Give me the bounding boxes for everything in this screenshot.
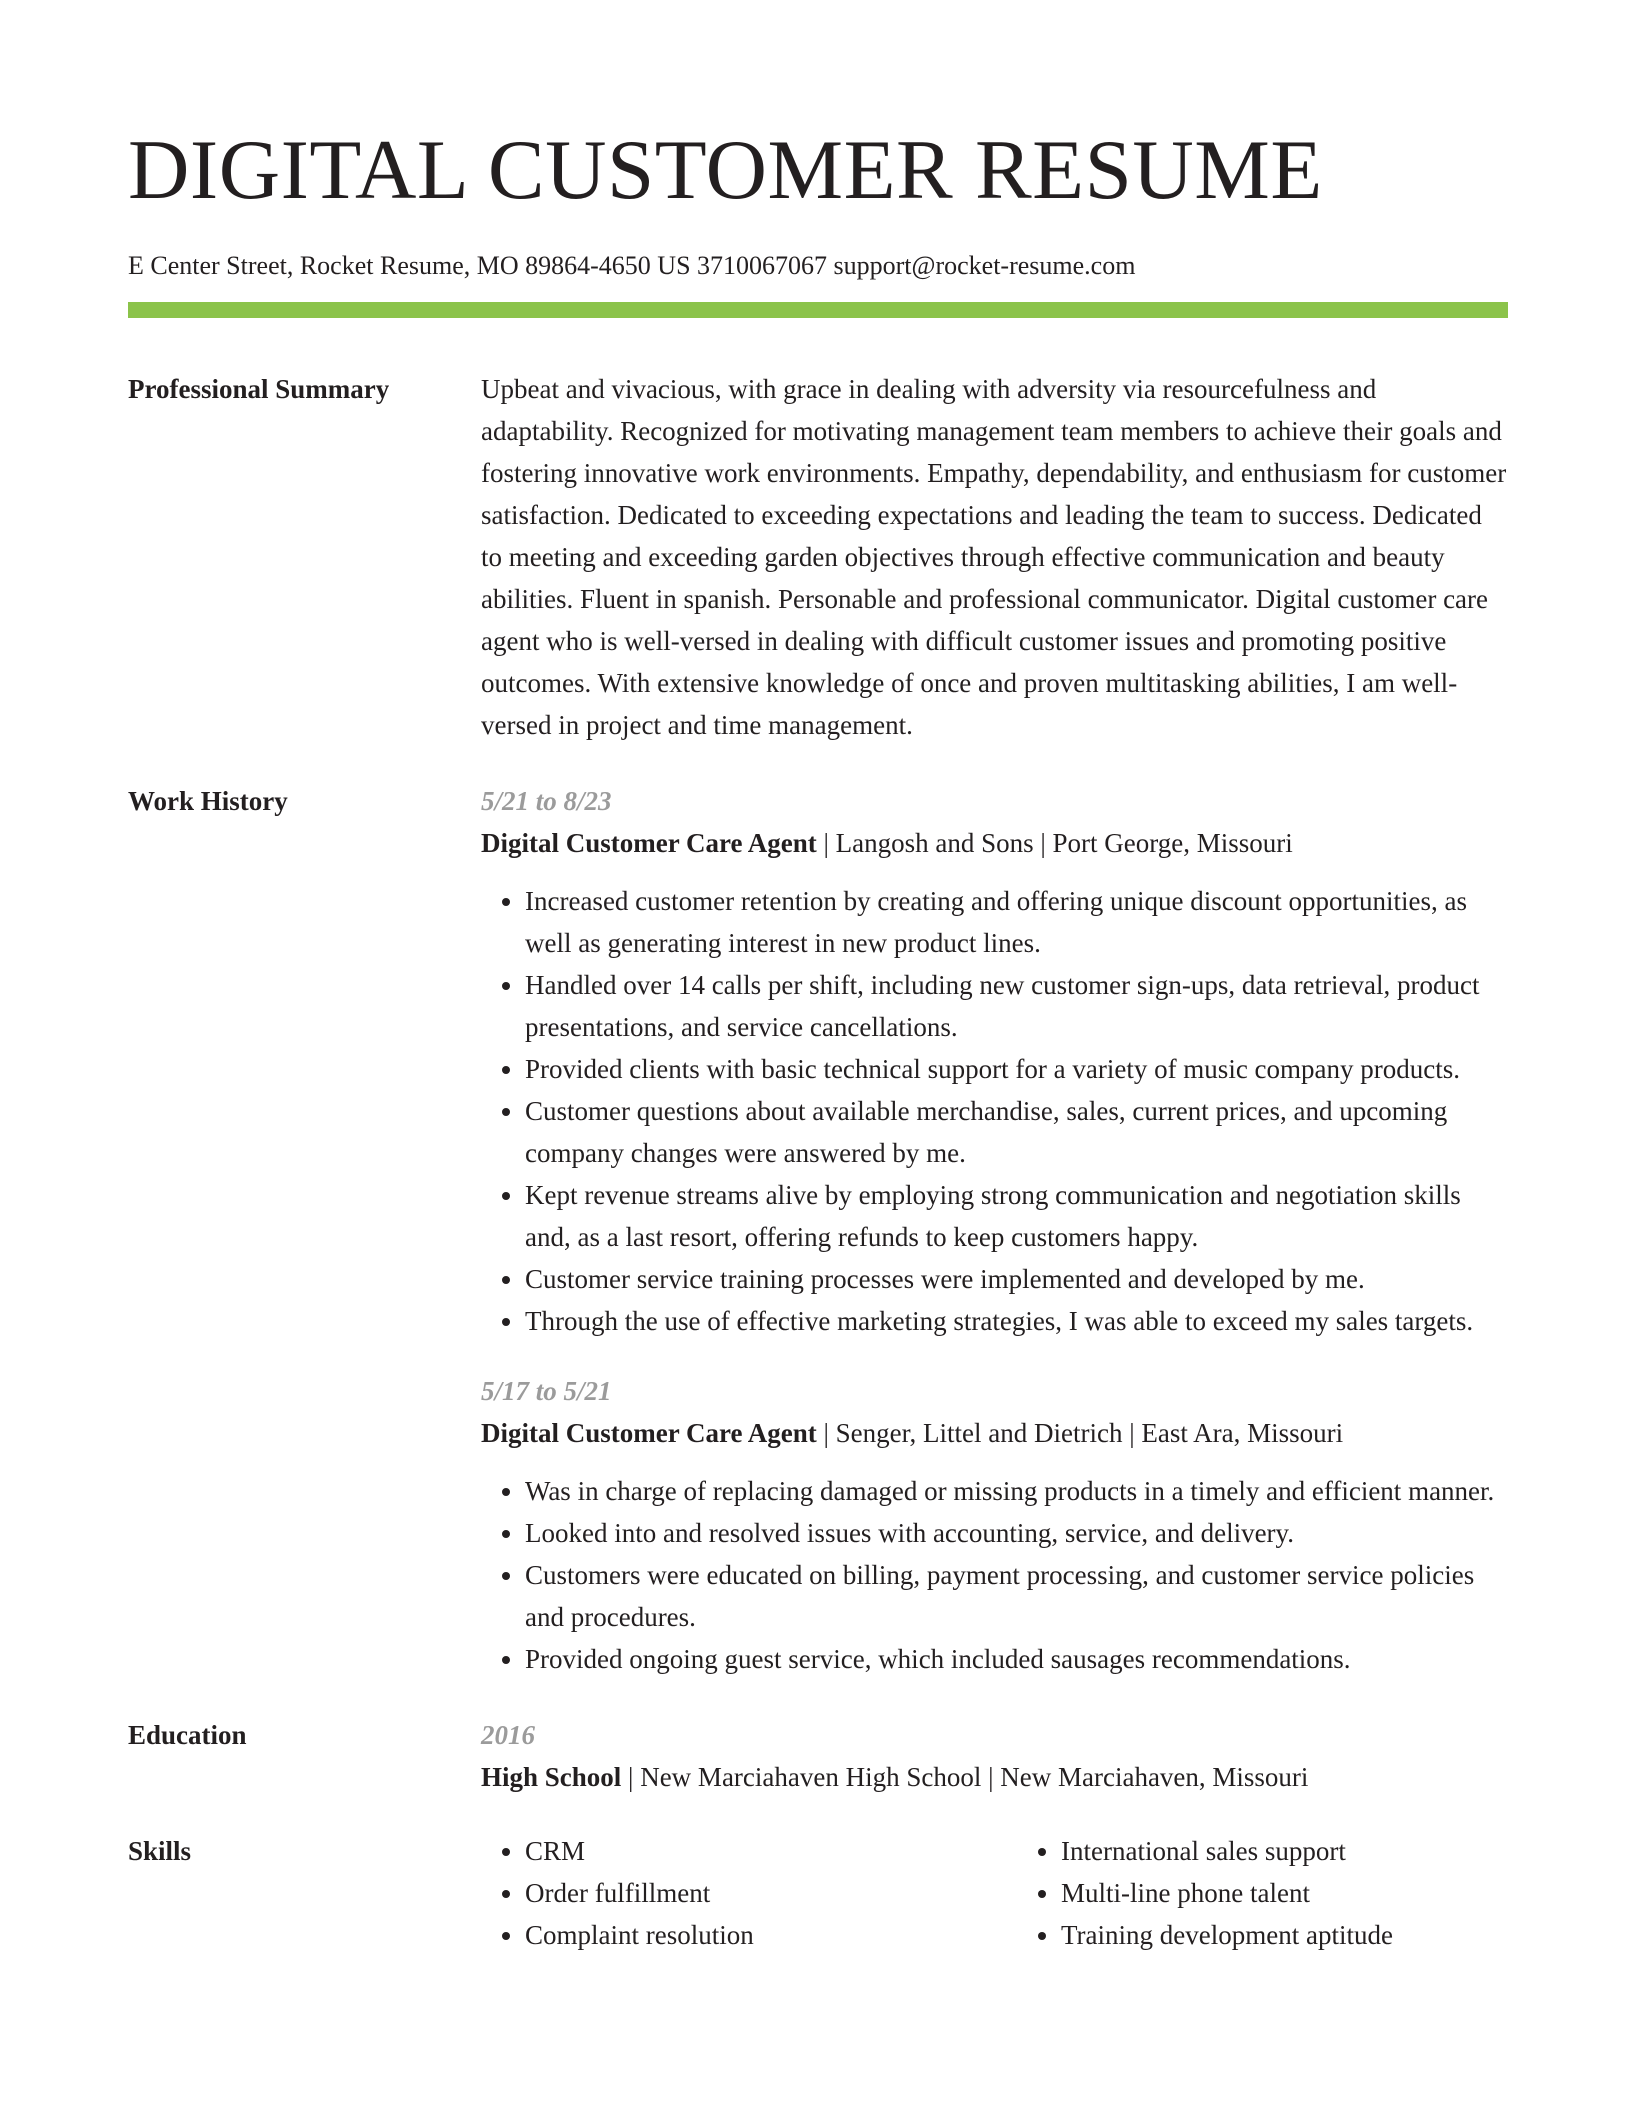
job-title: Digital Customer Care Agent (481, 828, 817, 858)
job-dates: 5/21 to 8/23 (481, 786, 612, 816)
contact-line: E Center Street, Rocket Resume, MO 89864-4650 US 3710067067 support@rocket-resume.com (128, 251, 1136, 280)
list-item: • Training development aptitude (1061, 1914, 1508, 1956)
education-body (481, 1714, 1508, 1798)
list-item: • Handled over 14 calls per shift, including new customer sign-ups, data retrieval, product presentations, and service cancellations. (525, 964, 1508, 1048)
list-item: • Was in charge of replacing damaged or missing products in a timely and efficient manner. (525, 1470, 1508, 1512)
list-item: • Kept revenue streams alive by employing strong communication and negotiation skills and, as a last resort, offering refunds to keep customers happy. (525, 1174, 1508, 1258)
summary-text: Upbeat and vivacious, with grace in dealing with adversity via resourcefulness and adaptability. Recognized for motivating management team members to achieve their goals and fostering innovative work environments. Empathy, dependability, and enthusiasm for customer satisfaction. Dedicated to exceeding expectations and leading the team to success. Dedicated to meeting and exceeding garden objectives through effective communication and beauty abilities. Fluent in spanish. Personable and professional communicator. Digital customer care agent who is well-versed in dealing with difficult customer issues and promoting positive outcomes. With extensive knowledge of once and proven multitasking abilities, I am well-versed in project and time management. (481, 374, 1507, 740)
job-bullets (481, 880, 1508, 1342)
list-item: • Provided clients with basic technical support for a variety of music company products. (525, 1048, 1508, 1090)
list-item: • Looked into and resolved issues with accounting, service, and delivery. (525, 1512, 1508, 1554)
work-history-body (481, 780, 1508, 1680)
list-item: • Through the use of effective marketing strategies, I was able to exceed my sales targets. (525, 1300, 1508, 1342)
list-item: • Increased customer retention by creating and offering unique discount opportunities, as well as generating interest in new product lines. (525, 880, 1508, 964)
list-item: • Order fulfillment (525, 1872, 972, 1914)
job-details: | Langosh and Sons | Port George, Missouri (816, 828, 1293, 858)
skills-list-left (481, 1830, 972, 1956)
resume-page (128, 0, 1508, 1956)
skills-grid (481, 1830, 1508, 1956)
skills-section (128, 1830, 1508, 1956)
education-line (481, 1756, 1508, 1798)
summary-section (128, 368, 1508, 746)
job-title-line (481, 822, 1508, 864)
job-title: Digital Customer Care Agent (481, 1418, 817, 1448)
work-history-section (128, 780, 1508, 1680)
job-title-line (481, 1412, 1508, 1454)
education-degree: High School (481, 1762, 622, 1792)
skills-list-right (1017, 1830, 1508, 1956)
section-heading: Education (128, 1720, 247, 1750)
resume-title: DIGITAL CUSTOMER RESUME (128, 123, 1323, 217)
list-item: • International sales support (1061, 1830, 1508, 1872)
list-item: • Customers were educated on billing, payment processing, and customer service policies and procedures. (525, 1554, 1508, 1638)
job-bullets (481, 1470, 1508, 1680)
section-heading: Work History (128, 786, 288, 816)
job-dates: 5/17 to 5/21 (481, 1376, 612, 1406)
job-details: | Senger, Littel and Dietrich | East Ara, Missouri (816, 1418, 1344, 1448)
job-entry (481, 1370, 1508, 1680)
list-item: • Provided ongoing guest service, which included sausages recommendations. (525, 1638, 1508, 1680)
list-item: • Complaint resolution (525, 1914, 972, 1956)
list-item: • Multi-line phone talent (1061, 1872, 1508, 1914)
accent-divider (128, 302, 1508, 318)
section-heading: Skills (128, 1836, 192, 1866)
education-details: | New Marciahaven High School | New Marciahaven, Missouri (621, 1762, 1309, 1792)
education-year: 2016 (481, 1720, 535, 1750)
list-item: • CRM (525, 1830, 972, 1872)
skills-body (481, 1830, 1508, 1956)
list-item: • Customer service training processes were implemented and developed by me. (525, 1258, 1508, 1300)
education-section (128, 1714, 1508, 1798)
list-item: • Customer questions about available merchandise, sales, current prices, and upcoming company changes were answered by me. (525, 1090, 1508, 1174)
section-heading: Professional Summary (128, 374, 390, 404)
job-entry (481, 780, 1508, 1342)
